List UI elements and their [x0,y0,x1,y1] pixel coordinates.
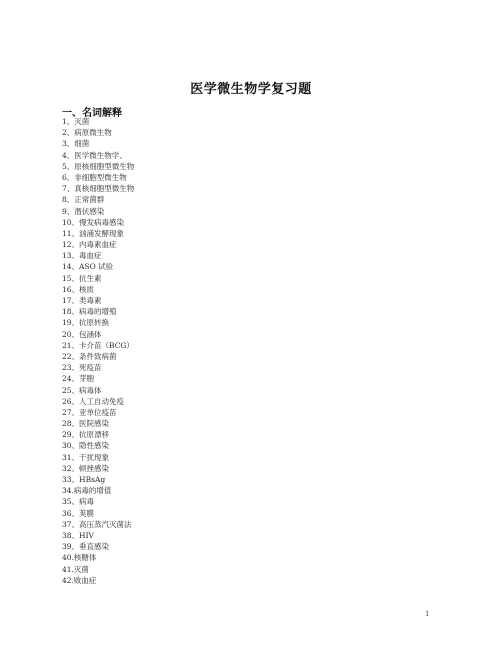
list-item: 3、细菌 [62,139,90,149]
list-item: 10、慢发病毒感染 [62,217,125,227]
list-item: 2、病原微生物 [62,128,112,138]
list-item: 25、病毒体 [62,385,102,395]
list-item: 38、HIV [62,530,94,540]
list-item: 29、抗原漂移 [62,430,110,440]
list-item: 13、毒血症 [62,251,102,261]
list-item: 24、芽胞 [62,374,95,384]
list-item: 26、人工自动免疫 [62,396,125,406]
list-item: 15、抗生素 [62,273,102,283]
list-item: 7、真核细胞型微生物 [62,184,135,194]
document-title: 医学微生物学复习题 [190,82,312,97]
list-item: 8、正常菌群 [62,195,105,205]
list-item: 20、包涵体 [62,329,102,339]
list-item: 34.病毒的增值 [62,486,112,496]
section-heading: 一、名词解释 [62,108,122,119]
list-item: 22、条件致病菌 [62,351,117,361]
list-item: 31、干扰现象 [62,452,110,462]
list-item: 30、隐性感染 [62,441,110,451]
list-item: 32、顿挫感染 [62,463,110,473]
list-item: 4、医学微生物学、 [62,150,127,160]
list-item: 41.灭菌 [62,564,89,574]
list-item: 39、垂直感染 [62,542,110,552]
list-item: 28、医院感染 [62,419,110,429]
list-item: 18、病毒的增殖 [62,307,117,317]
list-item: 6、非细胞型微生物 [62,172,127,182]
list-item: 33、HBsAg [62,475,106,484]
list-item: 17、类毒素 [62,296,102,305]
list-item: 11、汹涌发酵现象 [62,228,125,238]
list-item: 9、潜伏感染 [62,206,105,216]
list-item: 23、死疫苗 [62,363,102,373]
list-item: 27、亚单位疫苗 [62,407,117,417]
list-item: 36、荚膜 [62,508,95,518]
list-item: 35、病毒 [62,497,95,507]
list-item: 21、卡介苗（BCG） [62,340,134,350]
term-list [62,116,134,586]
list-item: 5、原核细胞型微生物 [62,161,135,171]
list-item: 1、灭菌 [62,117,90,126]
list-item: 19、抗原转换 [62,318,110,328]
list-item: 42.败血症 [62,575,97,585]
list-item: 14、ASO 试验 [62,262,114,272]
list-item: 37、高压蒸汽灭菌法 [62,519,132,529]
list-item: 40.核糖体 [62,553,97,563]
page-number: 1 [425,610,430,618]
list-item: 16、核质 [62,284,95,294]
list-item: 12、内毒素血症 [62,240,117,250]
